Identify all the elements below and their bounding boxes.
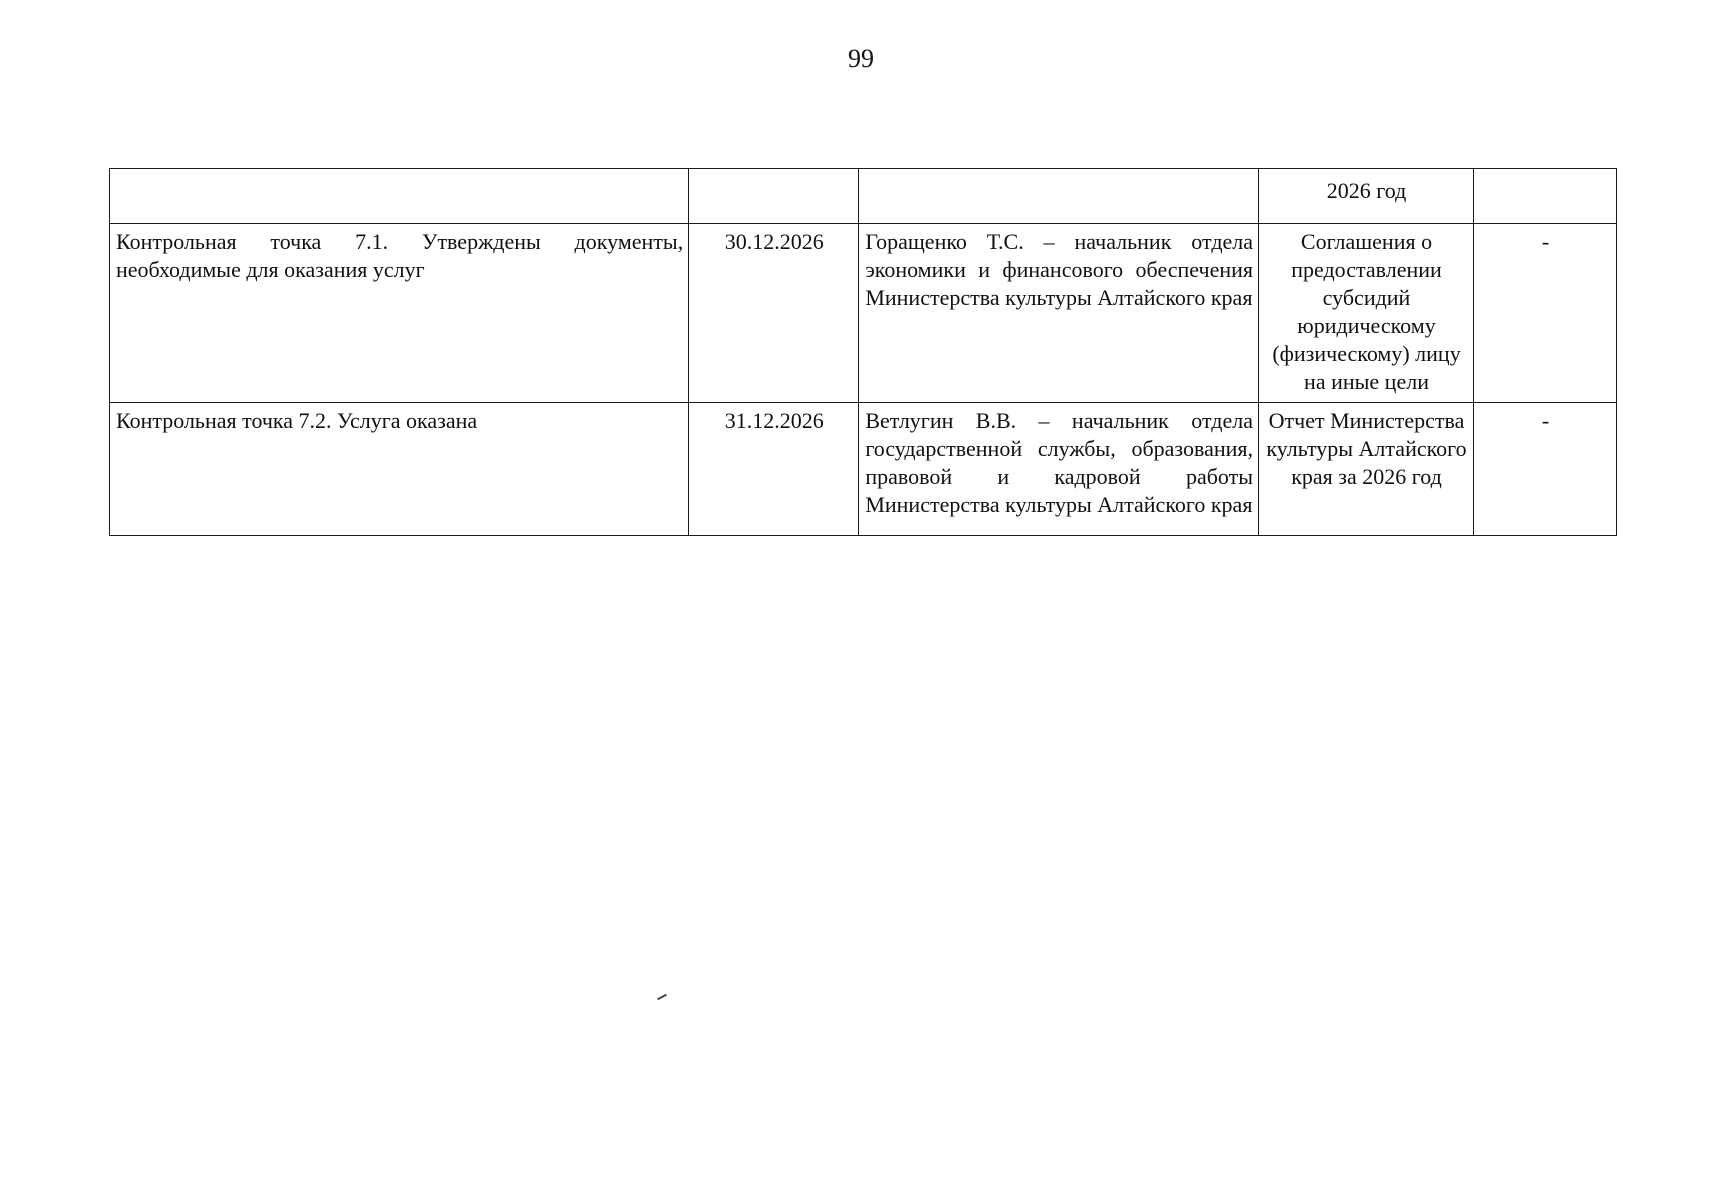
- control-point-name: Контрольная точка 7.2. Услуга оказана: [110, 403, 689, 536]
- control-point-document: Отчет Министерства культуры Алтайского края за 2026 год: [1259, 403, 1474, 536]
- control-point-name: Контрольная точка 7.1. Утверждены документы, необходимые для оказания услуг: [110, 224, 689, 403]
- table-row: [110, 224, 1617, 403]
- control-point-extra: -: [1474, 403, 1617, 536]
- control-point-date: 31.12.2026: [689, 403, 859, 536]
- control-point-document: Соглашения о предоставлении субсидий юридическому (физическому) лицу на иные цели: [1259, 224, 1474, 403]
- header-cell-year: 2026 год: [1259, 169, 1474, 224]
- stray-pen-mark: [657, 994, 667, 1000]
- control-point-responsible: Ветлугин В.В. – начальник отдела государственной службы, образования, правовой и кадровой работы Министерства культуры Алтайского края: [859, 403, 1259, 536]
- page-number: 99: [848, 44, 874, 73]
- control-points-table: [109, 168, 1617, 536]
- header-cell-name: [110, 169, 689, 224]
- header-cell-responsible: [859, 169, 1259, 224]
- control-point-responsible: Горащенко Т.С. – начальник отдела экономики и финансового обеспечения Министерства культуры Алтайского края: [859, 224, 1259, 403]
- header-cell-date: [689, 169, 859, 224]
- table-row: [110, 403, 1617, 536]
- header-cell-extra: [1474, 169, 1617, 224]
- table-header-row: [110, 169, 1617, 224]
- control-point-date: 30.12.2026: [689, 224, 859, 403]
- control-point-extra: -: [1474, 224, 1617, 403]
